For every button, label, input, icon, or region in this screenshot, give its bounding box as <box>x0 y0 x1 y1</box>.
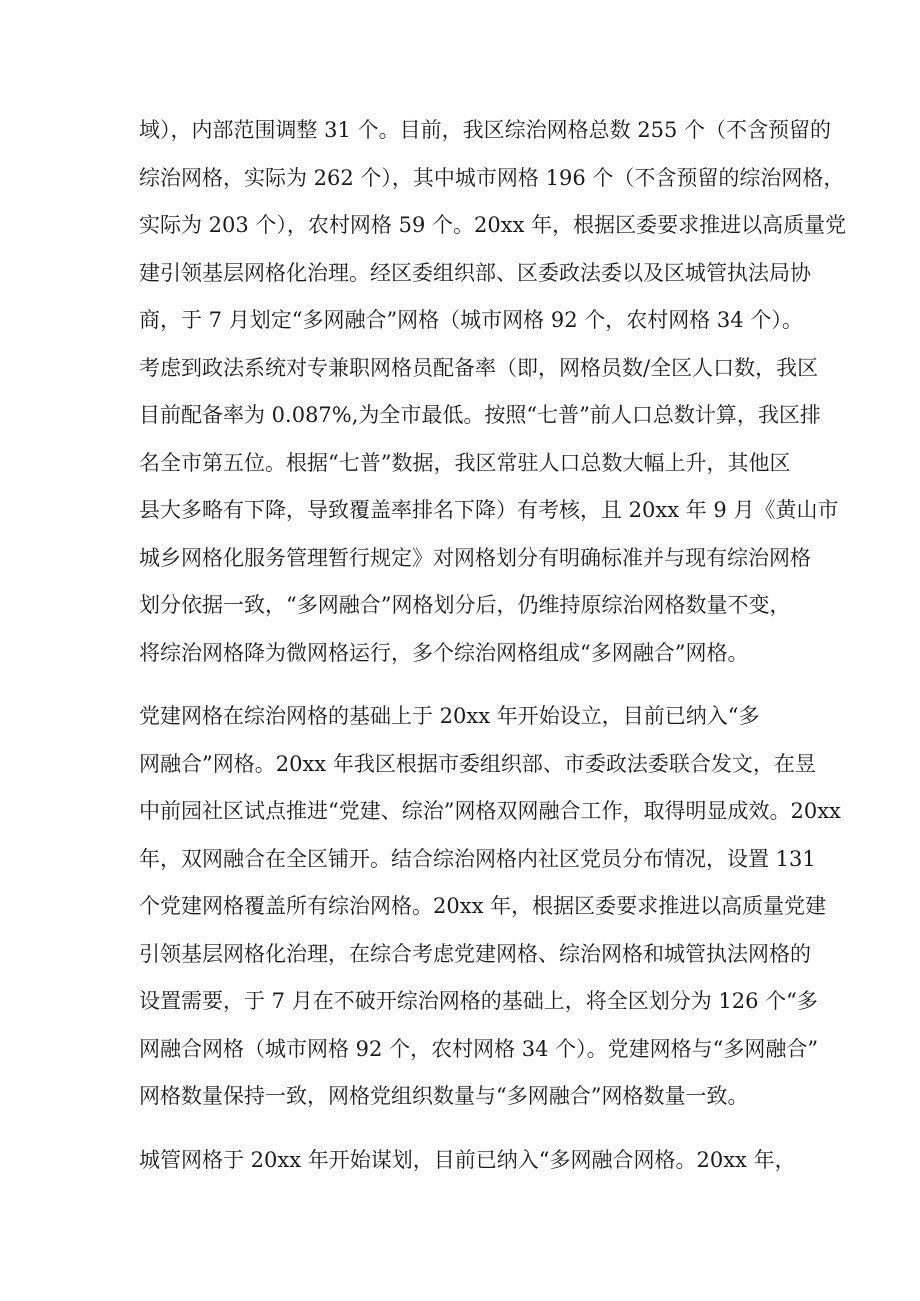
paragraph-2: 党建网格在综治网格的基础上于 20xx 年开始设立，目前已纳入“多 网融合”网格。20xx 年我区根据市委组织部、市委政法委联合发文，在昱 中前园社区试点推进“党建、综治”网格双网融合工作，取得明显成效。20xx 年，双网融合在全区铺开。结合综治网格内社区党员分布情况，设置 131 个党建网格覆盖所有综治网格。20xx 年，根据区委要求推进以高质量党建 引领基层网格化治理，在综合考虑党建网格、综治网格和城管执法网格的 设置需要，于 7 月在不破开综治网格的基础上，将全区划分为 126 个“多 网融合网格（城市网格 92 个，农村网格 34 个）。党建网格与“多网融合” 网格数量保持一致，网格党组织数量与“多网融合”网格数量一致。 <box>139 704 841 1108</box>
document-body <box>139 107 851 1184</box>
paragraph-1: 域），内部范围调整 31 个。目前，我区综治网格总数 255 个（不含预留的 综治网格，实际为 262 个），其中城市网格 196 个（不含预留的综治网格， 实际为 203 个），农村网格 59 个。20xx 年，根据区委要求推进以高质量党 建引领基层网格化治理。经区委组织部、区委政法委以及区城管执法局协 商，于 7 月划定“多网融合”网格（城市网格 92 个，农村网格 34 个）。 考虑到政法系统对专兼职网格员配备率（即，网格员数/全区人口数，我区 目前配备率为 0.087%,为全市最低。按照“七普”前人口总数计算，我区排 名全市第五位。根据“七普”数据，我区常驻人口总数大幅上升，其他区 县大多略有下降，导致覆盖率排名下降）有考核，且 20xx 年 9 月《黄山市 城乡网格化服务管理暂行规定》对网格划分有明确标准并与现有综治网格 划分依据一致，“多网融合”网格划分后，仍维持原综治网格数量不变， 将综治网格降为微网格运行，多个综治网格组成“多网融合”网格。 <box>139 118 847 665</box>
paragraph-3: 城管网格于 20xx 年开始谋划，目前已纳入“多网融合网格。20xx 年， <box>139 1147 796 1172</box>
